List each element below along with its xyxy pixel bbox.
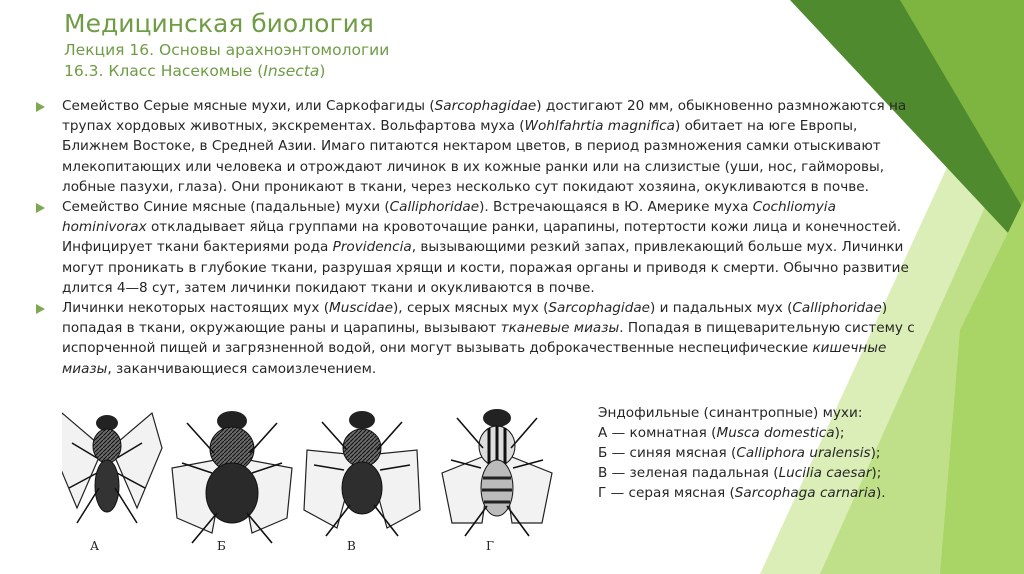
bullet-arrow-icon — [36, 102, 45, 112]
text-segment: лобные пазухи, глаза). Они проникают в ткани, через несколько сут покидают хозяина, окукливаются в почве. — [62, 178, 869, 195]
text-segment: Инфицирует ткани бактериями рода — [62, 239, 333, 256]
slide-subtitle-lecture: Лекция 16. Основы арахноэнтомологии — [64, 41, 390, 59]
paragraph-line — [62, 157, 1016, 177]
latin-term: миазы — [62, 360, 108, 377]
bullet-list — [36, 96, 1016, 379]
text-segment: трупах хордовых животных, экскрементах. Вольфартова муха ( — [62, 118, 525, 135]
latin-term: Providencia — [332, 239, 412, 256]
legend-text: Г — серая мясная ( — [598, 485, 735, 501]
latin-term: Sarcophagidae — [434, 98, 537, 114]
latin-term: Calliphoridae — [792, 300, 882, 317]
text-segment: могут проникать в глубокие ткани, разрушая хрящи и кости, поражая органы и приводя к смерти. Обычно развитие — [62, 259, 909, 276]
text-segment: Семейство Серые мясные мухи, или Саркофагиды ( — [62, 98, 435, 114]
latin-term: тканевые миазы — [500, 320, 620, 337]
paragraph-line — [62, 298, 1016, 318]
latin-term: Cochliomyia — [752, 199, 836, 216]
legend-latin: Sarcophaga carnaria — [734, 485, 876, 501]
slide-title: Медицинская биология — [64, 9, 374, 38]
text-segment: . Попадая в пищеварительную систему с — [619, 320, 915, 337]
legend-latin: Calliphora uralensis — [736, 445, 871, 461]
latin-term: Muscidae — [329, 300, 393, 317]
paragraph-line — [62, 359, 1016, 379]
text-segment: ) достигают 20 мм, обыкновенно размножаются на — [536, 98, 907, 114]
paragraph-line — [62, 278, 1016, 298]
legend-item-b — [598, 443, 886, 463]
text-segment: испорченной пищей и загрязненной водой, они могут вызывать доброкачественные неспецифические — [62, 340, 813, 357]
text-segment: ). Встречающаяся в Ю. Америке муха — [479, 199, 753, 216]
fly-g-drawing — [442, 409, 552, 536]
legend-heading: Эндофильные (синантропные) мухи: — [598, 405, 863, 421]
legend-item-v — [598, 463, 886, 483]
fly-label-a: А — [90, 539, 100, 553]
paragraph-line — [62, 136, 1016, 156]
text-segment: ), серых мясных мух ( — [393, 300, 549, 317]
paragraph-line — [62, 217, 1016, 237]
legend-text: Б — синяя мясная ( — [598, 445, 737, 461]
bullet-paragraph — [36, 197, 1016, 298]
paragraph-line — [62, 318, 1016, 338]
legend-latin: Lucilia caesar — [778, 465, 872, 481]
paragraph-line — [62, 116, 1016, 136]
paragraph-line — [62, 237, 1016, 257]
latin-term: hominivorax — [62, 219, 147, 236]
paragraph-line — [62, 96, 1016, 116]
paragraph-line — [62, 338, 1016, 358]
bullet-arrow-icon — [36, 304, 45, 314]
text-segment: длится 4—8 сут, затем личинки покидают ткани и окукливаются в почве. — [62, 279, 595, 296]
slide-subtitle-class — [64, 61, 389, 82]
legend-text: В — зеленая падальная ( — [598, 465, 779, 481]
legend-text-end: ); — [834, 425, 845, 441]
text-segment: Ближнем Востоке, в Средней Азии. Имаго питаются нектаром цветов, в период размножения самки отыскивают — [62, 138, 881, 155]
bullet-paragraph — [36, 298, 1016, 379]
legend-text-end: ); — [871, 465, 882, 481]
flies-legend — [598, 403, 886, 503]
latin-term: Wohlfahrtia magnifica — [524, 118, 675, 135]
text-segment: млекопитающих или человека и отрождают личинок в их кожные ранки или на слизистые (уши, нос, гайморовы, — [62, 158, 885, 175]
latin-term: Calliphoridae — [389, 199, 480, 216]
text-segment: Личинки некоторых настоящих мух ( — [62, 300, 329, 317]
text-segment: попадая в ткани, окружающие раны и царапины, вызывают — [62, 320, 501, 337]
bullet-paragraph — [36, 96, 1016, 197]
subtitle-latin: Insecta — [263, 62, 320, 80]
latin-term: кишечные — [812, 340, 887, 357]
fly-label-g: Г — [486, 539, 494, 553]
fly-label-v: В — [347, 539, 356, 553]
flies-illustration — [62, 398, 562, 560]
legend-item-a — [598, 423, 886, 443]
paragraph-line — [62, 258, 1016, 278]
bullet-arrow-icon — [36, 203, 45, 213]
legend-text-end: ); — [870, 445, 881, 461]
paragraph-line — [62, 197, 1016, 217]
fly-b-drawing — [172, 411, 292, 543]
legend-latin: Musca domestica — [716, 425, 835, 441]
fly-label-b: Б — [217, 539, 226, 553]
text-segment: откладывает яйца группами на кровоточащие ранки, царапины, потертости кожи лица и конечностей. — [146, 219, 902, 236]
paragraph-line — [62, 177, 1016, 197]
legend-text: А — комнатная ( — [598, 425, 717, 441]
text-segment: Семейство Синие мясные (падальные) мухи ( — [62, 199, 390, 216]
legend-item-g — [598, 483, 886, 503]
legend-text-end: ). — [875, 485, 886, 501]
subtitle-text-end: ) — [319, 62, 326, 80]
fly-a-drawing — [62, 413, 162, 523]
fly-v-drawing — [304, 411, 420, 536]
text-segment: , заканчивающиеся самоизлечением. — [107, 360, 377, 377]
subtitle-text: 16.3. Класс Насекомые ( — [64, 62, 264, 80]
text-segment: ) и падальных мух ( — [650, 300, 793, 317]
latin-term: Sarcophagidae — [548, 300, 651, 317]
title-block — [64, 8, 389, 82]
text-segment: , вызывающими резкий запах, привлекающий больше мух. Личинки — [411, 239, 904, 256]
text-segment: ) обитает на юге Европы, — [674, 118, 858, 135]
text-segment: ) — [881, 300, 888, 317]
